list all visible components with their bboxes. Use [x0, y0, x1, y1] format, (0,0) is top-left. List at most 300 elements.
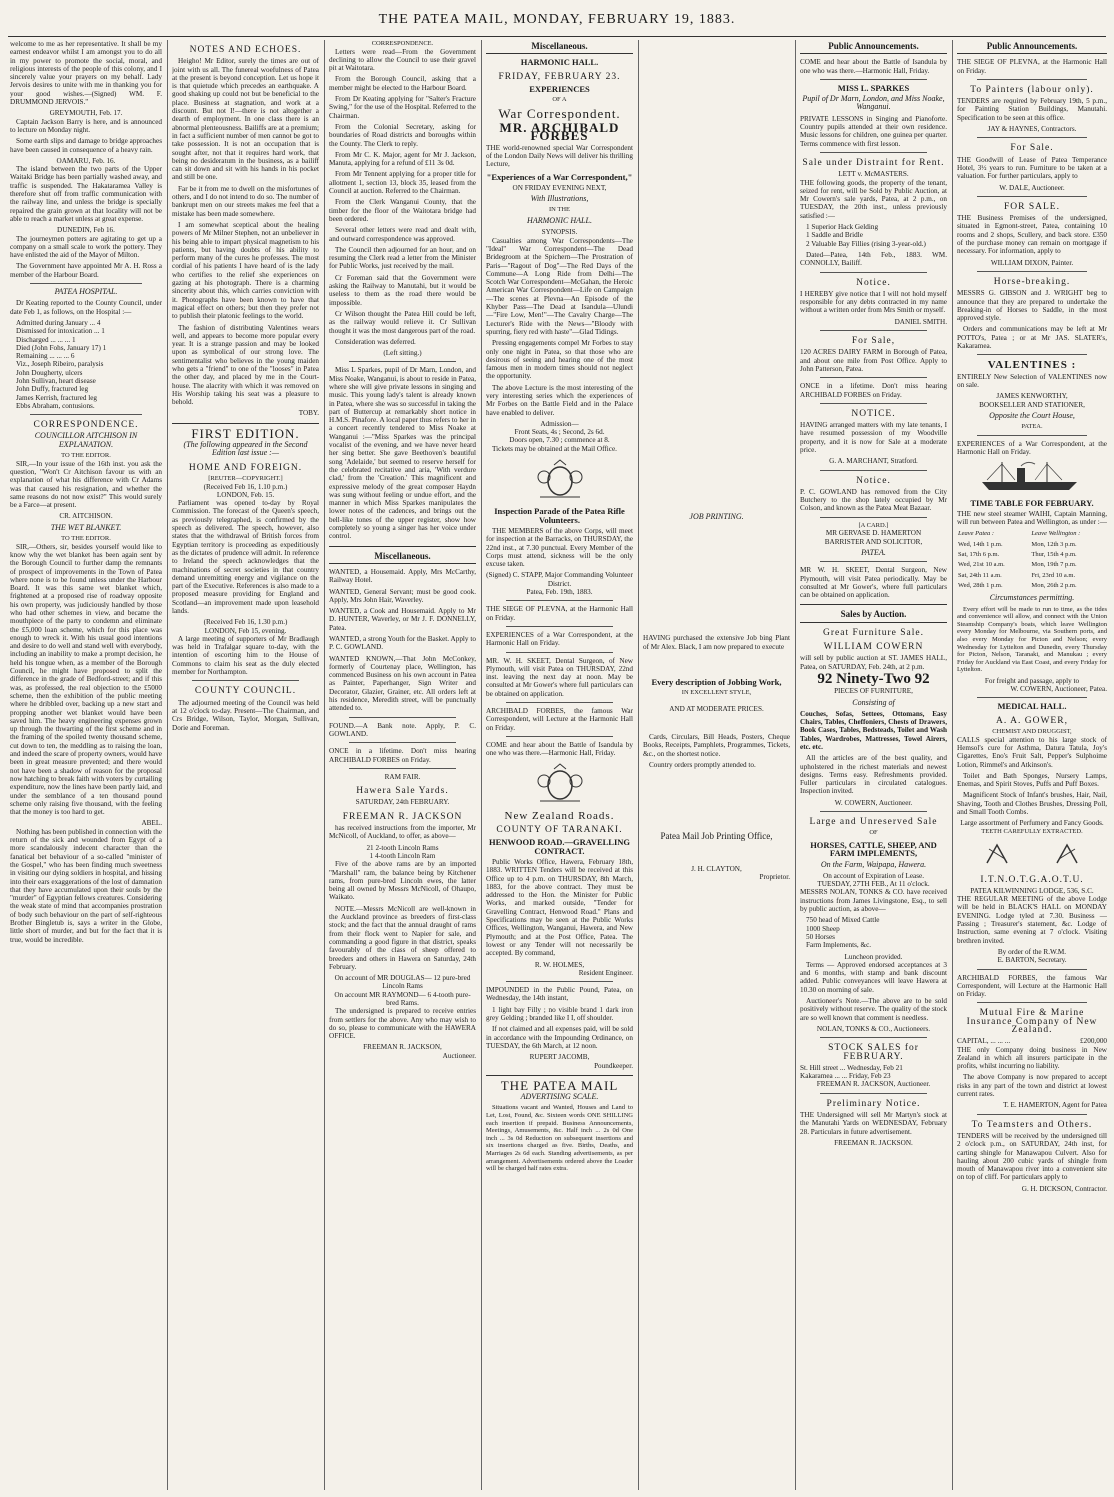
reuter: [REUTER—COPYRIGHT.] — [208, 474, 283, 482]
auctioneer-name: FREEMAN R. JACKSON — [342, 811, 463, 822]
paragraph: has received instructions from the importer, Mr McNicoll, of Auckland, to offer, as above— — [329, 824, 476, 841]
freight: For freight and passage, apply to — [984, 676, 1080, 685]
auction-heading: Sales by Auction. — [800, 610, 947, 622]
paragraph: Consideration was deferred. — [335, 337, 416, 346]
circumstances: Circumstances permitting. — [989, 593, 1075, 603]
paragraph: From the Clerk Wanganui County, that the timber for the floor of the Waitotara bridge had been ordered. — [329, 198, 476, 223]
paragraph: welcome to me as her representative. It shall be my earnest endeavor whilst I am amongst you to do all in my power to promote the social, moral, and religious interests of the people of this colony, and I sincerely value your prayers on my behalf. Lady Jervois desires to unite with me in thanking you for your good wishes.—(Signed) WM. F. DRUMMOND JERVOIS." — [10, 40, 162, 107]
illustrations: With Illustrations, — [530, 194, 589, 204]
coat-of-arms-icon — [486, 459, 633, 501]
kenworthy-address: Opposite the Court House, — [989, 410, 1075, 420]
column-divider — [324, 40, 325, 1490]
column-5 — [643, 40, 790, 1490]
list-item: Viz., Joseph Ribeiro, paralysis — [16, 360, 104, 369]
war-correspondent: War Correspondent. — [498, 105, 621, 121]
list-item: 2 Valuable Bay Fillies (rising 3-year-old.) — [806, 239, 926, 248]
separator — [820, 561, 927, 562]
proprietor-title: Proprietor. — [759, 872, 790, 881]
every-description: Every description of Jobbing Work, — [651, 676, 782, 687]
paragraph: THE only Company doing business in New Zealand in which all insurers participate in the profits, whilst incurring no liability. — [957, 1045, 1107, 1071]
large: Large assortment of Perfumery and Fancy Goods. — [960, 819, 1104, 828]
paragraph: From the Borough Council, asking that a member might be elected to the Harbour Board. — [329, 75, 476, 92]
signature: W. COWERN, Auctioneer. — [834, 798, 913, 807]
separator — [506, 736, 613, 737]
list-item: Died (John Fohs, January 17) 1 — [16, 343, 107, 352]
forbes-heading: MR. ARCHIBALD FORBES — [499, 120, 620, 144]
classified-ad: EXPERIENCES of a War Correspondent, at the Harmonic Hall on Friday. — [486, 630, 633, 648]
for-sale-heading: For Sale, — [851, 336, 896, 347]
paragraph: Couches, Sofas, Settees, Ottomans, Easy Chairs, Tables, Cheffoniers, Chests of Drawers, Book Cases, Tables, Bedsteads, Toilet and Wash Tables, Wardrobes, Mattresses, Towel Airers, etc. etc. — [800, 709, 947, 751]
separator — [820, 377, 927, 378]
separator — [30, 414, 142, 415]
hall: HARMONIC HALL. — [527, 216, 592, 226]
paragraph: HAVING arranged matters with my late tenants, I have resumed possession of my Woodville property, and it is now for Sale at a moderate price. — [800, 421, 947, 454]
paragraph: A large meeting of supporters of Mr Bradlaugh was held in Trafalgar square to-day, with the intention of escorting him to the House of Commons to claim his seat as the duly elected member for Northampton. — [172, 634, 319, 677]
signature: G. A. MARCHANT, Stratford. — [829, 457, 918, 466]
table-cell: Fri, 23rd 10 a.m. — [1031, 571, 1076, 579]
classified-ad: COME and hear about the Battle of Isandula by one who was there.—Harmonic Hall, Friday. — [800, 58, 947, 75]
paragraph: Every effort will be made to run to time, as the tides and convenience will allow, and connect with the Union Steamship Company's boats, which leave Wellington every Monday for Melbourne, via Southern ports, and also every Monday for Picton and Nelson; every Wednesday for Lyttelton and Dunedin, every Thursday for Picton, Nelson, Taranaki, and Manukau ; every Friday for Auckland via East Coast, and every Friday for Lyttelton. — [957, 605, 1107, 674]
list-item: Admitted during January ... 4 — [16, 318, 101, 327]
teamsters-heading: To Teamsters and Others. — [971, 1119, 1093, 1130]
style-line: IN EXCELLENT STYLE, — [681, 689, 752, 697]
separator — [349, 742, 456, 743]
table-header: Leave Wellington : — [1031, 530, 1081, 538]
list-item: 1000 Sheep — [806, 924, 840, 933]
separator — [506, 652, 613, 653]
signature: TOBY. — [298, 409, 319, 418]
paragraph: The undersigned is prepared to receive entries from settlers for the above. Any who may wish to do so, please to communicate with the HAWERA OFFICE. — [329, 1007, 476, 1041]
paragraph: Letters were read—From the Government declining to allow the Council to use their gravel pit at Waitotara. — [329, 47, 476, 73]
case-name: LETT v. McMASTERS. — [838, 170, 909, 179]
of: OF — [869, 829, 878, 837]
paragraph: 1 light bay Filly ; no visible brand 1 dark iron grey Gelding ; branded like I I, off shoulder. — [486, 1005, 633, 1023]
separator — [506, 600, 613, 601]
paragraph: PRIVATE LESSONS in Singing and Pianoforte. Country pupils attended at their own residence. Music lessons for children, one guinea per quarter. Terms commence with first lesson. — [800, 114, 947, 148]
hamerton-title: BARRISTER AND SOLICITOR, — [824, 537, 923, 546]
office-name: Patea Mail Job Printing Office, — [660, 831, 773, 842]
signature: FREEMAN R. JACKSON, Auctioneer. — [816, 1080, 931, 1089]
list-item: John Dougherty, ulcers — [16, 368, 83, 377]
separator — [977, 1002, 1087, 1003]
separator — [192, 680, 299, 681]
teeth: TEETH CAREFULLY EXTRACTED. — [981, 827, 1083, 835]
prices: Front Seats, 4s ; Second, 2s 6d. — [514, 428, 605, 437]
list-item: 50 Horses — [806, 932, 835, 941]
separator — [977, 1114, 1087, 1115]
valentines-heading: VALENTINES : — [987, 359, 1077, 372]
paragraph: P. C. GOWLAND has removed from the City Butchery to the shop lately occupied by Mr Colson, and known as the Patea Meat Bazaar. — [800, 487, 947, 513]
capital-label: CAPITAL, ... ... ... — [957, 1037, 1011, 1046]
paragraph: Cards, Circulars, Bill Heads, Posters, Cheque Books, Receipts, Pamphlets, Programmes, Tickets, &c., on the shortest notice. — [643, 733, 790, 758]
paragraph: ENTIRELY New Selection of VALENTINES now on sale. — [957, 372, 1107, 389]
received: (Received Feb 16, 1.30 p.m.) — [203, 618, 288, 627]
notice-heading: Notice. — [856, 475, 891, 486]
list-item: Remaining ... ... ... 6 — [16, 352, 75, 361]
paragraph: The above Lecture is the most interesting of the very interesting series which the experiences of Mr Forbes on the Battle Field and in the Palace have enabled to deliver. — [486, 383, 633, 417]
notes-heading: NOTES AND ECHOES. — [189, 45, 302, 55]
paragraph: Several other letters were read and dealt with, and outward correspondence was approved. — [329, 226, 476, 243]
of-a: OF A — [552, 96, 567, 104]
paragraph: TENDERS are required by February 19th, 5 p.m., for Painting Station Buildings, Manutahi. Specification to be seen at this office. — [957, 97, 1107, 122]
separator — [349, 768, 456, 769]
separator — [800, 604, 947, 605]
hawera-heading: Hawera Sale Yards. — [356, 786, 449, 797]
misc-heading: Miscellaneous. — [329, 552, 476, 564]
correspondence-label: CORRESPONDENCE. — [371, 40, 434, 47]
gower-title: CHEMIST AND DRUGGIST, — [992, 728, 1072, 736]
public-heading: Public Announcements. — [957, 42, 1107, 54]
patea-mail-heading: THE PATEA MAIL — [500, 1077, 619, 1093]
paragraph: Far be it from me to dwell on the misfortunes of others, and I do not intend to do so. The number of bankrupt men on our streets makes me feel that a mistake has been made somewhere. — [172, 184, 319, 218]
paragraph: THE new steel steamer WAIHI, Captain Manning, will run between Patea and Wellington, as under :— — [957, 509, 1107, 527]
separator — [820, 79, 927, 80]
classified-ad: WANTED, a strong Youth for the Basket. Apply to P. C. GOWLAND. — [329, 635, 476, 652]
pieces: PIECES OF FURNITURE, — [834, 687, 913, 696]
job-printing-heading: JOB PRINTING. — [689, 512, 744, 521]
proprietor-name: J. H. CLAYTON, — [691, 864, 742, 873]
signature: CR. AITCHISON. — [59, 512, 113, 521]
separator — [172, 423, 319, 424]
furniture-heading: Great Furniture Sale. — [823, 627, 924, 638]
paragraph: will sell by public auction at ST. JAMES HALL, Patea, on SATURDAY, Feb. 24th, at 2 p.m. — [800, 654, 947, 671]
paragraph: Captain Jackson Barry is here, and is announced to lecture on Monday night. — [10, 117, 162, 134]
received: (Received Feb 16, 1.10 p.m.) — [203, 482, 288, 491]
paragraph: Terms — Approved endorsed acceptances at 3 and 6 months, with stamp and bank discount added. Public conveyances will leave Hawera at 10.30 on morning of sale. — [800, 960, 947, 994]
paragraph: The fashion of distributing Valentines wears well, and appears to become more popular every year. It is a strange passion and may be looked upon as symbolical of our strong love. The sentimentalist who believes in the young maiden who gets a "friend" to one of the "looses" in Patea the other day, and placed by me in the Court-house. The alacrity with which it was removed on His Worship taking his seat was a pleasure to behold. — [172, 323, 319, 407]
in-the: IN THE — [548, 206, 570, 214]
for-sale-heading: FOR SALE. — [1004, 201, 1060, 212]
steamship-icon — [957, 460, 1107, 494]
paragraph: Country orders promptly attended to. — [649, 760, 756, 769]
paragraph: From Mr Tennent applying for a proper title for allotment 1, section 13, block 35, leased from the Council at auction. Referred to the Chairman. — [329, 170, 476, 196]
paragraph: Casualties among War Correspondents—The "Ideal" War Correspondent—The Dead Bridegroom at the Spichern—The Prostration of Paris—"Ragout of Dog"—The Red Days of the Commune—A Long Ride from Delhi—The Scotch War Correspondent—McGahan, the Heroic American War Correspondent—Life on Campaign—The scenes at Plevna—An Episode of the Khyber Pass—The Dead at Isandula—Ulundi—"Fire Low, Men!"—The Cavalry Charge—The Lecturer's Ride with the News—"Bloody with spurring, fiery red with haste"—Glad Tidings. — [486, 236, 633, 336]
ram-fair: RAM FAIR. — [384, 772, 421, 781]
separator — [977, 435, 1087, 436]
list-item: On account MR RAYMOND— 6 4-tooth pure-bred Rams. — [334, 990, 471, 1007]
list-item: 750 head of Mixed Cattle — [806, 916, 880, 925]
first-edition-heading: FIRST EDITION. — [191, 425, 300, 441]
paragraph: THE MEMBERS of the above Corps, will meet for inspection at the Barracks, on THURSDAY, the 22nd inst., at 7.30 punctual. Every Member of the Corps must attend, sickness will be the only excuse taken. — [486, 526, 633, 569]
first-edition-sub: (The following appeared in the Second Edition last issue :— — [183, 440, 308, 458]
paragraph: From Dr Keating applying for "Salter's Fracture Swing," for the use of the Hospital. Referred to the Chairman. — [329, 95, 476, 120]
paragraph: SIR,—Others, sir, besides yourself would like to know why the wet blanket has been again sent by the Borough Council to further damp the remnants of prospect of improvements in the Town of Patea where none is to be found unless under the Harbour Board. It was this same wet blanket which, frightened at a proposed rise of roadway opposite his own property, was judiciously handled by those who had other schemes in view, and became the mouthpiece of the party to condemn and eliminate the £5,000 loan scheme, which for this place was enough to wreck it. With his usual good intentions and desire to do well and stand well with everybody, including an inability to make a prompt decision, he held his tongue when, as a member of the Borough Council, he might have proposed to split the difference in the grade of Bedford-street; and if this was, as professed, the real objection to the £5000 scheme, then the exhibition of the public meeting where he dribbled over, backing up a new start and propping another wet blanket would have been saved him. The heavy engineering expenses grown up through the thwarting of the first scheme and in the framing of the spoiled twenty thousand scheme, cut down to ten, the meddling as to raising the loan, and indeed the scare of property owners, would have been in great measure prevented; and there would not have been a shadow of reason for the proposal now hatching to break faith with voters by curtailing expenditure, now the lines have been partly laid, and under the semblance of a ten thousand pound scheme only raising five thousand, with the feeling that the money is too hard to get. — [10, 542, 162, 817]
table-cell: Mon, 19th 7 p.m. — [1031, 561, 1077, 569]
table-cell: Thur, 15th 4 p.m. — [1031, 551, 1077, 559]
list-item: James Kerrish, fractured leg — [16, 393, 98, 402]
left-sitting: (Left sitting.) — [383, 349, 422, 358]
signature: R. W. HOLMES, — [534, 960, 585, 969]
column-divider — [638, 40, 639, 1490]
horses-heading: HORSES, CATTLE, SHEEP, AND FARM IMPLEMENTS, — [810, 839, 937, 859]
list-item: 1 Saddle and Bridle — [806, 231, 863, 240]
separator — [820, 272, 927, 273]
table-header: Leave Patea : — [958, 530, 995, 538]
signature: JAY & HAYNES, Contractors. — [987, 125, 1077, 134]
paragraph: IMPOUNDED in the Public Pound, Patea, on Wednesday, the 14th instant, — [486, 986, 633, 1003]
column-4 — [486, 40, 633, 1490]
hamerton-name: MR GERVASE D. HAMERTON — [825, 529, 922, 538]
masthead-rule — [8, 36, 1106, 37]
paragraph: CALLS special attention to his large stock of Hemsol's cure for Asthma, Datura Tatula, Joy's Cigarettes, Eno's Fruit Salt, Pepper's Sulphoime Lotion, Rimmel's and Atkinson's. — [957, 735, 1107, 769]
paragraph: Dated—Patea, 14th Feb., 1883. WM. CONNOLLY, Bailiff. — [800, 250, 947, 268]
classified-ad: WANTED KNOWN,—That John McConkey, formerly of Courtenay place, Wellington, has commenced Business on his own account in Patea as Painter, Paperhanger, Sign Writer and Decorator, Glazier, Grainer, etc. All orders left at his residence, Meredith street, will be punctually attended to. — [329, 654, 476, 713]
horse-heading: Horse-breaking. — [993, 276, 1071, 287]
signature: ABEL. — [141, 819, 162, 828]
classified-ad: FOUND.—A Bank note. Apply, P. C. GOWLAND. — [329, 721, 476, 738]
dateline: OAMARU, Feb. 16. — [56, 156, 116, 165]
paragraph: THE Business Premises of the undersigned, situated in Egmont-street, Patea, containing 10 rooms and 2 shops, Scullery, and back store. £350 of the purchase money can remain on mortgage if necessary. For information, apply to — [957, 214, 1107, 256]
separator — [977, 137, 1087, 138]
scale-heading: ADVERTISING SCALE. — [520, 1092, 599, 1102]
signature: DANIEL SMITH. — [894, 317, 947, 326]
separator — [977, 697, 1087, 698]
paragraph: THE REGULAR MEETING of the above Lodge will be held in BLACK'S HALL on MONDAY EVENING. Lodge tyled at 7.30. Business — Passing ; Treasurer's statement, &c. Lodge of Instruction, same evening at 7 o'clock. Visiting brethren invited. — [957, 895, 1107, 945]
list-item: John Duffy, fractured leg — [16, 385, 89, 394]
classified-ad: ARCHIBALD FORBES, the famous War Correspondent, will Lecture at the Harmonic Hall on Friday. — [486, 707, 633, 732]
dateline: Patea, Feb. 19th, 1883. — [526, 588, 593, 597]
paragraph: The Council then adjourned for an hour, and on resuming the Clerk read a letter from the Minister for Public Works, just received by the mail. — [329, 245, 476, 271]
list-item: Ebbs Abraham, contusions. — [16, 401, 95, 410]
prelim-heading: Preliminary Notice. — [826, 1098, 921, 1109]
lecture-title: "Experiences of a War Correspondent," — [486, 171, 633, 182]
paragraph: The Government have appointed Mr A. H. Ross a member of the Harbour Board. — [10, 262, 162, 279]
aitchison-heading: COUNCILLOR AITCHISON IN EXPLANATION. — [34, 431, 138, 449]
event-time: ON FRIDAY EVENING NEXT, — [512, 183, 607, 192]
classified-ad: EXPERIENCES of a War Correspondent, at the Harmonic Hall on Friday. — [957, 439, 1107, 456]
signature: RUPERT JACOMB, — [529, 1053, 590, 1062]
sale-date: SATURDAY, 24th FEBRUARY. — [355, 798, 450, 807]
public-heading: Public Announcements. — [800, 42, 947, 54]
column-7 — [957, 40, 1107, 1490]
experiences: EXPERIENCES — [529, 83, 590, 94]
paragraph: Public Works Office, Hawera, February 18th, 1883. WRITTEN Tenders will be received at this Office up to 4 p.m. on THURSDAY, 8th March, 1883, for the above contract. They must be addressed to the Hon. the Minister for Public Works, and marked outside, "Tender for Gravelling Contract, Henwood Road." Plans and Specifications may be seen at the Public Works Offices, Wellington, Wanganui, Hawera, and New Plymouth; and at the Post Office, Patea. The lowest or any Tender will not necessarily be accepted. By command, — [486, 857, 633, 958]
separator — [820, 152, 927, 153]
classified-ad: THE SIEGE OF PLEVNA, at the Harmonic Hall on Friday. — [957, 58, 1107, 75]
separator — [486, 1075, 633, 1076]
column-3 — [329, 40, 476, 1490]
paragraph: Toilet and Bath Sponges, Nursery Lamps, Enemas, and Spirit Stoves, Puffs and Puff Boxes. — [957, 771, 1107, 789]
expiration: On account of Expiration of Lease. — [823, 871, 924, 880]
list-item: Discharged ... ... ... 1 — [16, 335, 76, 344]
signature: W. COWERN, Auctioneer, Patea. — [1010, 685, 1107, 694]
notice-heading: Notice. — [856, 277, 891, 288]
paragraph: The adjourned meeting of the Council was held at 12 o'clock to-day. Present—The Chairman, and Crs Bridge, Wilson, Taylor, Morgan, Sullivan, Dorie and Foreman. — [172, 698, 319, 732]
classified-ad: COME and hear about the Battle of Isandula by one who was there.—Harmonic Hall, Friday. — [486, 740, 633, 758]
list-item: 1 4-tooth Lincoln Ram — [369, 851, 436, 860]
sparkes-pupil: Pupil of Dr Marn, London, and Miss Noake, Wanganui. — [802, 94, 945, 112]
paragraph: Five of the above rams are by an imported "Marshall" ram, the balance being by Kitchener rams, from pure-bred Lincoln ewes, the latter being all owned by Messrs McNicoll, of Ohaupo, Waikato. — [329, 860, 476, 902]
signature-title: Poundkeeper. — [594, 1061, 633, 1070]
hamerton-town: PATEA. — [861, 547, 886, 557]
separator — [349, 717, 456, 718]
separator — [977, 196, 1087, 197]
column-divider — [795, 40, 796, 1490]
list-item: John Sullivan, heart disease — [16, 376, 96, 385]
paragraph: Cr Foreman said that the Government were asking the Railway to Manutahi, but it would be useless to them as the road there would be impossible. — [329, 273, 476, 307]
timetable — [957, 529, 1107, 591]
paragraph: Dr Keating reported to the County Council, under date Feb 1, as follows, on the Hospital :— — [10, 299, 162, 316]
separator — [977, 79, 1087, 80]
classified-ad: WANTED, a Housemaid. Apply, Mrs McCarthy, Railway Hotel. — [329, 567, 476, 585]
sale-date: TUESDAY, 27TH FEB., At 11 o'clock. — [817, 880, 930, 889]
wet-blanket-heading: THE WET BLANKET. — [50, 522, 122, 532]
for-sale-heading: For Sale. — [1010, 143, 1054, 154]
signature: G. H. DICKSON, Contractor. — [1021, 1184, 1107, 1193]
table-cell: Sat, 17th 6 p.m. — [958, 551, 1000, 559]
correspondence-heading: CORRESPONDENCE. — [33, 420, 139, 431]
nz-roads-heading: New Zealand Roads. — [504, 809, 615, 822]
table-cell: Wed, 28th 1 p.m. — [958, 581, 1003, 589]
table-row — [957, 550, 1107, 560]
hospital-heading: PATEA HOSPITAL. — [54, 287, 118, 297]
paragraph: NOTE.—Messrs McNicoll are well-known in the Auckland province as breeders of first-class stock; and the fact that the annual draught of rams from their flock went to Napier for sale, and commanding a good figure in that district, speaks favourably of the class of sheep offered to breeders and others in Hawera on Saturday, 24th February. — [329, 904, 476, 971]
kenworthy-town: PATEA. — [1021, 423, 1043, 431]
paragraph: Pressing engagements compel Mr Forbes to stay only one night in Patea, so that those who are desirous of seeing and hearing one of the most famous men in modern times should not neglect the opportunity. — [486, 339, 633, 381]
coat-of-arms-icon — [486, 763, 633, 805]
paragraph: TENDERS will be received by the undersigned till 2 o'clock p.m., on SATURDAY, 24th inst, for carting shingle for Manawapou Culvert. Also for hauling about 200 cubic yards of shingle from mouth of Manawapou river into a convenient site on top of cliff. For particulars apply to — [957, 1131, 1107, 1182]
paragraph: The above Company is now prepared to accept risks in any part of the town and district at lowest current rates. — [957, 1073, 1107, 1099]
kenworthy-name: JAMES KENWORTHY, — [996, 392, 1068, 401]
by-order: By order of the R.W.M. — [997, 947, 1067, 956]
table-cell: Wed, 14th 1 p.m. — [958, 540, 1003, 548]
paragraph: MESSRS NOLAN, TONKS & CO. have received instructions from James Livingstone, Esq., to sell by public auction, as above— — [800, 888, 947, 914]
dateline: LONDON, Feb 15, evening. — [204, 626, 287, 635]
card-label: [A CARD.] — [858, 521, 889, 529]
column-2 — [172, 40, 319, 1490]
signature: WILLIAM DIXON, Painter. — [990, 258, 1074, 267]
moderate-prices: AND AT MODERATE PRICES. — [669, 704, 764, 713]
event-date: FRIDAY, FEBRUARY 23. — [498, 71, 621, 82]
taranaki-heading: COUNTY OF TARANAKI. — [496, 825, 623, 836]
separator — [820, 811, 927, 812]
misc-heading: Miscellaneous. — [486, 42, 633, 54]
paragraph: Nothing has been published in connection with the return of the sick and wounded from Egypt of a more scandalously indecent character than the fanatical bet behaviour of a so-called "minister of the Gospel," who has been finding much sweetness in visiting our dying soldiers in hospital, and hissing into their ears exaggerations of the lost of damnation that they have accumulated upon their souls by the "murder" of Egyptian fellows creatures. Considering the weak state of mind that accompanies prostration of body such behaviour on the part of self-righteous Brother Bingletub is, says a writer in the Globe, little short of murder, and but for the fact that it is true, would be incredible. — [10, 827, 162, 944]
to-editor: TO THE EDITOR. — [61, 535, 111, 543]
list-item: St. Hill street ... Wednesday, Feb 21 — [800, 1063, 903, 1072]
paragraph: 120 ACRES DAIRY FARM in Borough of Patea, and about one mile from Post Office. Apply to John Patterson, Patea. — [800, 348, 947, 373]
stock-sales-heading: STOCK SALES for FEBRUARY. — [828, 1043, 919, 1062]
classified-ad: MR W. H. SKEET, Dental Surgeon, New Plymouth, will visit Patea periodically. May be consulted at Mr Gower's, where full particulars can be obtained on application. — [800, 566, 947, 600]
table-row — [957, 571, 1107, 581]
list-item: 21 2-tooth Lincoln Rams — [366, 843, 439, 852]
doors: Doors open, 7.30 ; commence at 8. — [509, 436, 610, 445]
column-1 — [10, 40, 162, 1490]
paragraph: Parliament was opened to-day by Royal Commission. The forecast of the Queen's speech, as previously telegraphed, is confirmed by the speech as delivered. The speech, however, also states that the withdrawal of British forces from Egyptian territory is proceeding as expeditiously as the dictates of prudence will admit. In reference to Ireland the speech acknowledges that the machinations of secret societies in that country demand unremitting energy and vigilance on the part of the Executive. References is also made to a proposed measure providing for England and Scotland—an improvement made upon leasehold lands. — [172, 499, 319, 615]
inspection-heading: Inspection Parade of the Patea Rifle Volunteers. — [494, 506, 625, 525]
column-divider — [952, 40, 953, 1490]
timetable-heading: TIME TABLE FOR FEBRUARY. — [970, 497, 1094, 508]
paragraph: SIR,—In your issue of the 16th inst. you ask the question, "Won't Cr Aitchison favour us with an explanation of what his difference with Cr Adams was that caused his resignation, and whether the same reasons do not now exist?" This would surely be a Farce—at present. — [10, 459, 162, 510]
classified-ad: ARCHIBALD FORBES, the famous War Correspondent, will Lecture at the Harmonic Hall on Friday. — [957, 973, 1107, 999]
signature: (Signed) C. STAPP, Major Commanding Volunteer District. — [486, 571, 633, 588]
table-cell: Wed, 21st 10 a.m. — [958, 561, 1005, 569]
list-item: Dismissed for intoxication ... 1 — [16, 327, 105, 336]
paragraph: Tickets may be obtained at the Mail Office. — [492, 444, 617, 453]
signature-title: Resident Engineer. — [578, 968, 633, 977]
paragraph: Situations vacant and Wanted, Houses and Land to Let, Lost, Found, &c. Sixteen words ONE SHILLING each insertion if prepaid. Business Announcements, Meetings, Amusements, &c. Half inch ... 2s 0d One inch ... 3s 0d Reduction on subsequent insertions and six insertions charged as five. Births, Deaths, and Marriages 2s 6d each. Standing advertisements, as per arrangement. Advertisements ordered above the Loader will be charged half rates extra. — [486, 1104, 633, 1173]
notice-heading: NOTICE. — [851, 408, 896, 419]
classified-ad: MR. W. H. SKEET, Dental Surgeon, of New Plymouth, will visit Patea on THURSDAY, 22nd inst. leaving the next day at noon. May be consulted at Mr Gower's where full particulars can be obtained on application. — [486, 656, 633, 698]
separator — [820, 403, 927, 404]
table-row — [957, 540, 1107, 550]
classified-ad: WANTED, a Cook and Housemaid. Apply to Mr D. HUNTER, Waverley, or Mr J. F. DONNELLY, Patea. — [329, 607, 476, 632]
classified-ad: THE SIEGE OF PLEVNA, at the Harmonic Hall on Friday. — [486, 605, 633, 622]
county-council-heading: COUNTY COUNCIL. — [194, 686, 297, 697]
admission: Admission— — [540, 419, 579, 428]
table-cell: Sat, 24th 11 a.m. — [958, 571, 1002, 579]
painters-heading: To Painters (labour only). — [970, 84, 1094, 95]
table-cell: Mon, 26th 2 p.m. — [1031, 581, 1077, 589]
paragraph: From Mr C. K. Major, agent for Mr J. Jackson, Manuta, applying for a refund of £11 3s 0d. — [329, 150, 476, 168]
capital-value: £200,000 — [1080, 1037, 1107, 1046]
paragraph: Auctioneer's Note.—The above are to be sold positively without reserve. The quality of the stock are so well known that comment is needless. — [800, 997, 947, 1022]
signature: E. BARTON, Secretary. — [997, 956, 1067, 965]
dateline: DUNEDIN, Feb 16. — [57, 226, 115, 235]
cowern-name: WILLIAM COWERN — [823, 642, 924, 653]
luncheon: Luncheon provided. — [844, 952, 903, 961]
paragraph: Miss L Sparkes, pupil of Dr Marn, London, and Miss Noake, Wanganui, is about to reside in Patea, where she will give private lessons in singing and music. This young lady's talent is already known in Patea, where she was so successful in taking the part of Buttercup at remarkably short notice in H.M.S. Pinafore. A local paper thus refers to her in a concert recently tendered to Miss Noake at Wanganui :—"Miss Sparkes was the principal vocalist of the evening, and we have never heard her sing better. She gave Beethoven's beautiful song 'Adelaide,' but seemed to reserve herself for the celebrated recitative and aria, 'With verdure clad,' from the 'Creation.' This magnificent and expressive melody of the great composer Haydn was sung without feeling or undue effort, and the manner in which Miss Sparkes manipulates the lower notes of the cadences, and brings out the bell-like tones of the upper register, show how completely so young a singer has her voice under control. — [329, 366, 476, 541]
separator — [977, 271, 1087, 272]
paragraph: MESSRS G. GIBSON and J. WRIGHT beg to announce that they are prepared to undertake the Breaking-in of Horses to Saddle, in the most approved style. — [957, 289, 1107, 323]
medical-heading: MEDICAL HALL. — [997, 701, 1067, 712]
column-6 — [800, 40, 947, 1490]
signature: T. E. HAMERTON, Agent for Patea — [1003, 1101, 1107, 1110]
dateline: GREYMOUTH, Feb. 17. — [49, 109, 123, 118]
paragraph: From the Colonial Secretary, asking for boundaries of Road districts and boroughs within the County. The Clerk to reply. — [329, 122, 476, 148]
paragraph: I HEREBY give notice that I will not hold myself responsible for any debts contracted in my name without a written order from Mrs Smith or myself. — [800, 289, 947, 315]
harmonic-heading: HARMONIC HALL. — [520, 57, 599, 68]
sparkes-heading: MISS L. SPARKES — [837, 82, 910, 93]
kilwinning: PATEA KILWINNING LODGE, 536, S.C. — [970, 886, 1094, 895]
paragraph: The journeymen potters are agitating to get up a company on a small scale to work the pottery. They have enlisted the aid of the Mayor of Milton. — [10, 234, 162, 260]
signature-title: Auctioneer. — [442, 1051, 476, 1060]
paragraph: THE world-renowned special War Correspondent of the London Daily News will deliver his thrilling Lecture, — [486, 143, 633, 169]
column-divider — [481, 40, 482, 1490]
signature: NOLAN, TONKS & CO., Auctioneers. — [816, 1024, 931, 1033]
separator — [349, 361, 456, 362]
separator — [506, 981, 613, 982]
separator — [820, 1093, 927, 1094]
signature: W. DALE, Auctioneer. — [999, 183, 1065, 192]
paragraph: THE following goods, the property of the tenant, seized for rent, will be Sold by Public Auction, at Mr Cowern's sale yards, Patea, at 2 p.m., on TUESDAY, the 20th inst., unless previously satisfied :— — [800, 178, 947, 220]
list-item: Farm Implements, &c. — [806, 941, 872, 950]
home-foreign-heading: HOME AND FOREIGN. — [188, 462, 303, 473]
masonic-emblem-icon — [957, 841, 1107, 869]
separator — [820, 470, 927, 471]
paragraph: THE Goodwill of Lease of Patea Temperance Hotel, 3½ years to run. Furniture to be taken at a valuation. For further particulars, apply to — [957, 155, 1107, 181]
distraint-heading: Sale under Distraint for Rent. — [802, 157, 945, 168]
separator — [506, 626, 613, 627]
column-divider — [167, 40, 168, 1490]
ninety-two: 92 Ninety-Two 92 — [817, 670, 930, 687]
lodge-heading: I.T.N.O.T.G.A.O.T.U. — [980, 874, 1084, 885]
paragraph: HAVING purchased the extensive Job bing Plant of Mr Alex. Black, I am now prepared to execute — [643, 634, 790, 651]
paragraph: The island between the two parts of the Upper Waitaki Bridge has been partially washed away, and traffic is suspended. The Hakataramea Valley is therefore shut off from traffic communication with the railway line, and unless the bridge is specially repaired the grain grown at that locality will not be able to reach a market unless at great expense. — [10, 165, 162, 223]
signature: FREEMAN R. JACKSON, — [363, 1043, 442, 1052]
paragraph: Some earth slips and damage to bridge approaches have been caused in consequence of a heavy rain. — [10, 137, 162, 154]
paragraph: Heigho! Mr Editor, surely the times are out of joint with us all. The funereal woefulness of Patea at the present is beyond conception. Let us hope it is that quietude which precedes an earthquake. A good shaking up could not but be beneficial to the place. Business at stagnation, and work at a discount. But not I!—there is not altogether a dearth of employment. In one class there is an abnormal plenteousness. Bailiffs are at a premium; in fact a sufficient number of men cannot be got to take possession. It is not an occupation that is sought after, not that it requires hard work, that being no desideratum in the business, as a bailiff can sit down and sit with his hands in his pocket and still be one. — [172, 57, 319, 182]
paragraph: Magnificent Stock of Infant's brushes, Hair, Nail, Shaving, Tooth and Clothes Brushes, Dressing Poll, and Small Tooth Combs. — [957, 791, 1107, 817]
separator — [977, 969, 1087, 970]
list-item: Kakaramea ... ... Friday, Feb 23 — [800, 1072, 891, 1081]
synopsis-label: SYNOPSIS. — [541, 228, 578, 237]
separator — [506, 702, 613, 703]
separator — [329, 546, 476, 547]
table-row — [957, 560, 1107, 570]
mutual-heading: Mutual Fire & Marine Insurance Company of New Zealand. — [966, 1008, 1098, 1035]
separator — [820, 330, 927, 331]
